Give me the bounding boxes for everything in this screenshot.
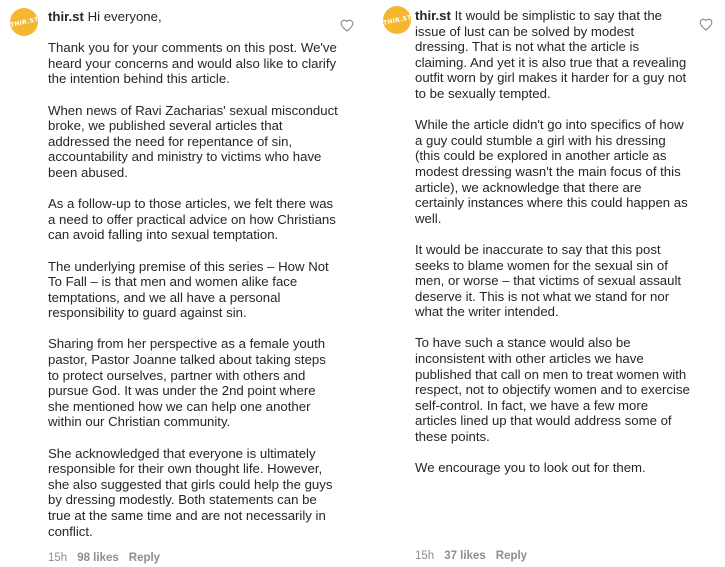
avatar-logo-text: THIR.ST (382, 13, 412, 27)
comment-paragraph: While the article didn't go into specifics of how a guy could stumble a girl with his dressing (this could be explored in another article as modest dressing wasn't the main focus of this article), we acknowledge that there are certainly instances where this could happen as well. (415, 117, 688, 226)
comment-opening: It would be simplistic to say that the issue of lust can be solved by modest dressing. That is not what the article is claiming. And yet it is also true that a revealing outfit worn by girl makes it harder for a guy not to be sexually tempted. (415, 8, 687, 101)
comment-left (0, 0, 362, 567)
reply-button[interactable]: Reply (495, 550, 528, 562)
comment-paragraph: She acknowledged that everyone is ultimately responsible for their own thought life. However, she also suggested that girls could help the guys by dressing modestly. Both statements can be true at the same time and are not necessarily in conflict. (48, 445, 333, 539)
comment-meta (48, 552, 160, 564)
like-heart-icon[interactable] (340, 19, 354, 32)
comment-body (48, 9, 340, 555)
avatar[interactable] (10, 8, 38, 36)
comment-paragraph: When news of Ravi Zacharias' sexual misconduct broke, we published several articles that addressed the need for repentance of sin, accountability and ministry to victims who have been abused. (48, 102, 338, 180)
comment-paragraph: Sharing from her perspective as a female youth pastor, Pastor Joanne talked about taking steps to protect ourselves, partner with others and pursue God. It was under the 2nd point where she mentioned how we can help one another within our Christian community. (48, 336, 326, 430)
comment-username[interactable]: thir.st (415, 8, 451, 23)
comment-paragraph: The underlying premise of this series – How Not To Fall – is that men and women alike face temptations, and we all have a personal responsibility to guard against sin. (48, 258, 329, 321)
avatar-logo-text: THIR.ST (9, 15, 39, 29)
reply-button[interactable]: Reply (128, 552, 161, 564)
comment-paragraph: Thank you for your comments on this post. We've heard your concerns and would also like to clarify the intention behind this article. (48, 40, 337, 87)
comment-paragraph: To have such a stance would also be inconsistent with other articles we have published that call on men to treat women with respect, not to objectify women and to exercise self-control. In fact, we have a few more articles lined up that would address some of these points. (415, 335, 690, 445)
like-heart-icon[interactable] (699, 18, 713, 31)
comment-paragraph: We encourage you to look out for them. (415, 460, 646, 476)
comment-paragraph: It would be inaccurate to say that this post seeks to blame women for the sexual sin of men, or worse – that victims of sexual assault deserve it. This is not what we stand for nor what the writer intended. (415, 241, 682, 320)
comment-paragraph: As a follow-up to those articles, we felt there was a need to offer practical advice on how Christians can avoid falling into sexual temptation. (48, 196, 336, 243)
comment-likes[interactable]: 98 likes (77, 552, 119, 564)
comment-username[interactable]: thir.st (48, 9, 84, 24)
comment-time: 15h (415, 550, 435, 562)
comment-meta (415, 550, 527, 562)
comment-body (415, 8, 690, 491)
comment-first-line (415, 8, 690, 102)
comment-right (365, 0, 725, 567)
comment-greeting: Hi everyone, (87, 9, 162, 24)
comment-likes[interactable]: 37 likes (444, 550, 486, 562)
avatar[interactable] (383, 6, 411, 34)
comment-first-line (48, 9, 340, 25)
comment-time: 15h (48, 552, 68, 564)
